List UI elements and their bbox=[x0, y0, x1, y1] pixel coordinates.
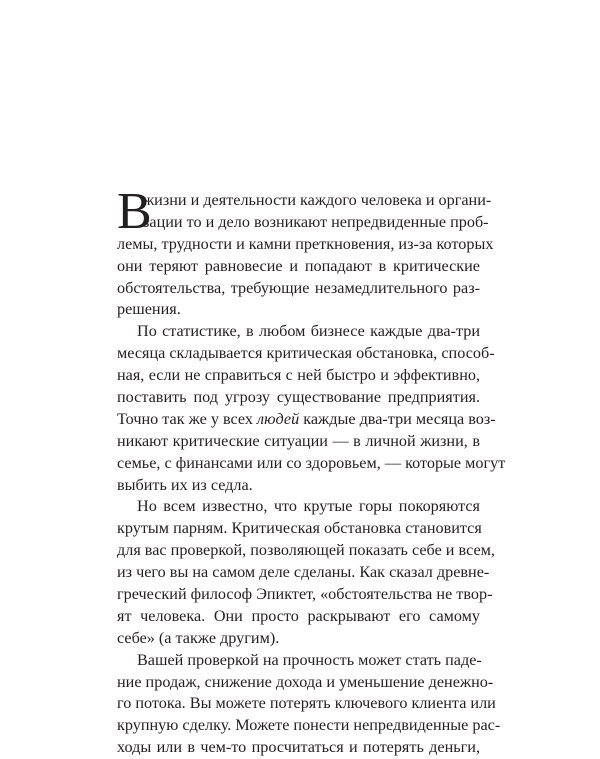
text-line: решения. bbox=[117, 300, 181, 319]
text-line: Вашей проверкой на прочность может стать паде- bbox=[137, 650, 482, 669]
body-text bbox=[117, 183, 506, 759]
text-line: для вас проверкой, позволяющей показать себе и всем, bbox=[117, 541, 495, 560]
text-line: семье, с финансами или со здоровьем, — которые могут bbox=[117, 453, 506, 472]
text-fragment: Точно так же у всех bbox=[117, 409, 258, 428]
text-line: никают критические ситуации — в личной жизни, в bbox=[117, 431, 480, 450]
text-line: ние продаж, снижение дохода и уменьшение денежно- bbox=[117, 672, 494, 691]
text-line: греческий философ Эпиктет, «обстоятельства не твор- bbox=[117, 585, 493, 604]
text-line: крупную сделку. Можете понести непредвиденные рас- bbox=[117, 716, 501, 735]
italic-word: людей bbox=[257, 409, 300, 428]
text-line: себе» (а также другим). bbox=[117, 628, 280, 647]
text-line: они теряют равновесие и попадают в критические bbox=[117, 256, 480, 275]
text-line: ходы или в чем-то просчитаться и потерять деньги, bbox=[117, 738, 480, 757]
text-line: крутым парням. Критическая обстановка становится bbox=[117, 519, 482, 538]
text-line: выбить их из седла. bbox=[117, 475, 253, 494]
drop-cap: В bbox=[117, 183, 152, 240]
text-line: из чего вы на самом деле сделаны. Как сказал древне- bbox=[117, 563, 490, 582]
text-line: По статистике, в любом бизнесе каждые два-три bbox=[137, 322, 480, 341]
text-line: лемы, трудности и камни преткновения, из-за которых bbox=[117, 234, 494, 253]
text-line: ная, если не справиться с ней быстро и эффективно, bbox=[117, 366, 480, 385]
text-line: зации то и дело возникают непредвиденные проб- bbox=[143, 212, 489, 231]
text-line: Но всем известно, что крутые горы покоряются bbox=[137, 497, 480, 516]
text-fragment: каждые два-три месяца воз- bbox=[299, 409, 496, 428]
text-line: ят человека. Они просто раскрывают его самому bbox=[117, 606, 480, 625]
text-line: месяца складывается критическая обстановка, способ- bbox=[117, 344, 495, 363]
text-line: жизни и деятельности каждого человека и органи- bbox=[143, 191, 492, 209]
text-line: обстоятельства, требующие незамедлительного раз- bbox=[117, 278, 480, 297]
text-line: поставить под угрозу существование предприятия. bbox=[117, 388, 480, 407]
text-line: го потока. Вы можете потерять ключевого клиента или bbox=[117, 694, 496, 713]
text-line bbox=[117, 409, 496, 431]
